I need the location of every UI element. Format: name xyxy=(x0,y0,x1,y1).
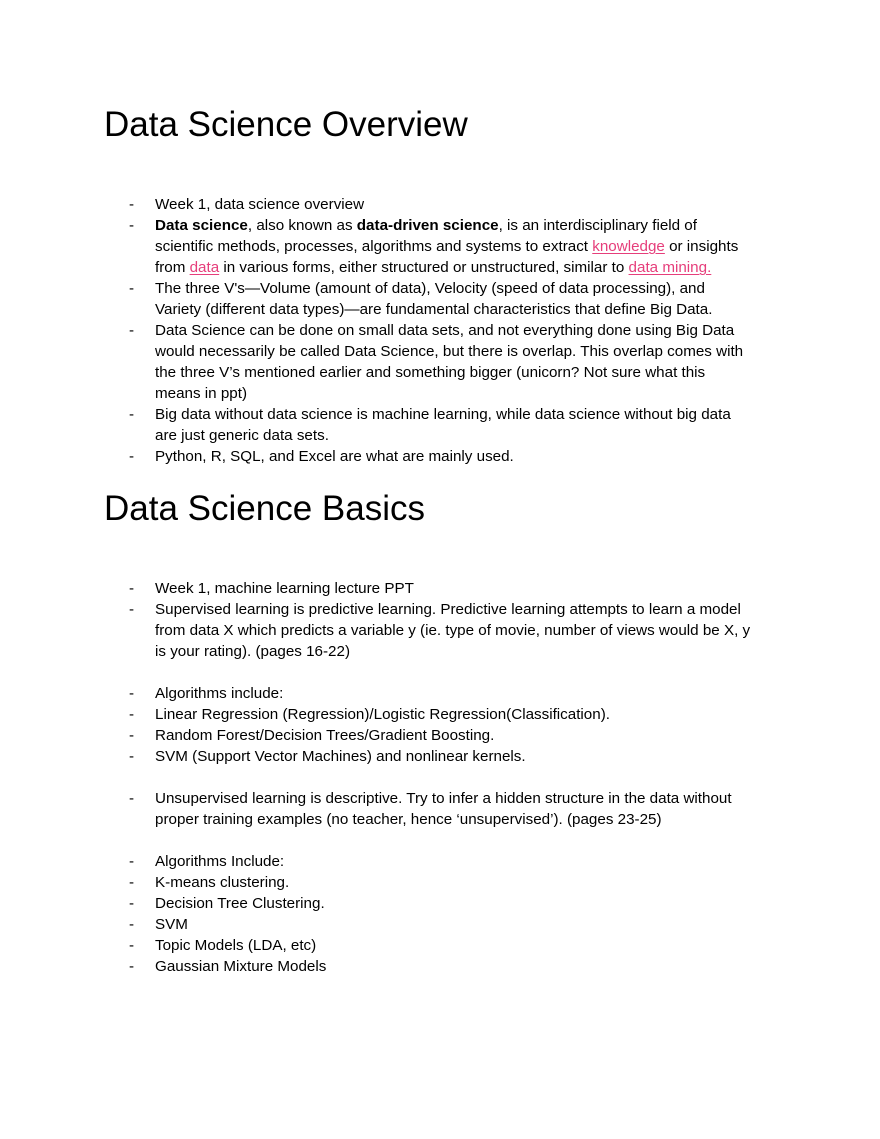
item-line: is your rating). (pages 16-22) xyxy=(155,643,350,660)
dash-bullet: - xyxy=(129,217,135,234)
list-item xyxy=(0,578,880,599)
text-run: or insights xyxy=(664,238,739,255)
item-text: Topic Models (LDA, etc) xyxy=(155,937,317,954)
blank-line xyxy=(0,767,880,788)
list-item xyxy=(0,893,880,914)
item-text: Week 1, data science overview xyxy=(155,196,365,213)
dash-bullet: - xyxy=(129,895,135,912)
heading-data-science-overview: Data Science Overview xyxy=(104,105,468,144)
dash-bullet: - xyxy=(129,685,135,702)
item-text: SVM xyxy=(155,916,188,933)
item-text: Random Forest/Decision Trees/Gradient Boosting. xyxy=(155,727,495,744)
item-line: Supervised learning is predictive learning. Predictive learning attempts to learn a model xyxy=(155,601,741,618)
link-data[interactable]: data xyxy=(189,259,220,276)
item-line: from data X which predicts a variable y (ie. type of movie, number of views would be X, y xyxy=(155,622,751,639)
item-line xyxy=(155,215,780,236)
dash-bullet: - xyxy=(129,706,135,723)
list-item xyxy=(0,320,880,404)
dash-bullet: - xyxy=(129,196,135,213)
text-run: in various forms, either structured or unstructured, similar to xyxy=(219,259,629,276)
dash-bullet: - xyxy=(129,916,135,933)
item-line: Big data without data science is machine learning, while data science without big data xyxy=(155,406,731,423)
list-item xyxy=(0,725,880,746)
item-line: the three V’s mentioned earlier and something bigger (unicorn? Not sure what this xyxy=(155,364,706,381)
item-text: Algorithms include: xyxy=(155,685,284,702)
item-line: would necessarily be called Data Science, but there is overlap. This overlap comes with xyxy=(155,343,744,360)
list-item xyxy=(0,278,880,320)
list-item xyxy=(0,215,880,278)
list-item xyxy=(0,446,880,467)
dash-bullet: - xyxy=(129,322,135,339)
item-text: Linear Regression (Regression)/Logistic Regression(Classification). xyxy=(155,706,610,723)
basics-list xyxy=(0,578,880,977)
item-line: Unsupervised learning is descriptive. Try to infer a hidden structure in the data without xyxy=(155,790,732,807)
list-item xyxy=(0,683,880,704)
text-run: scientific methods, processes, algorithms and systems to extract xyxy=(155,238,593,255)
bold-term-data-driven-science: data-driven science xyxy=(356,217,499,234)
list-item xyxy=(0,872,880,893)
blank-line xyxy=(0,830,880,851)
item-line xyxy=(155,236,780,257)
item-text: Decision Tree Clustering. xyxy=(155,895,325,912)
item-line: means in ppt) xyxy=(155,385,248,402)
text-run: , is an interdisciplinary field of xyxy=(498,217,697,234)
list-item xyxy=(0,746,880,767)
dash-bullet: - xyxy=(129,406,135,423)
dash-bullet: - xyxy=(129,448,135,465)
blank-line xyxy=(0,662,880,683)
item-text: Python, R, SQL, and Excel are what are mainly used. xyxy=(155,448,514,465)
dash-bullet: - xyxy=(129,601,135,618)
list-item xyxy=(0,851,880,872)
dash-bullet: - xyxy=(129,280,135,297)
text-run: from xyxy=(155,259,190,276)
dash-bullet: - xyxy=(129,874,135,891)
list-item xyxy=(0,788,880,830)
dash-bullet: - xyxy=(129,958,135,975)
overview-list xyxy=(0,194,880,467)
item-text: K-means clustering. xyxy=(155,874,290,891)
item-line: The three V's—Volume (amount of data), Velocity (speed of data processing), and xyxy=(155,280,705,297)
list-item xyxy=(0,914,880,935)
dash-bullet: - xyxy=(129,580,135,597)
dash-bullet: - xyxy=(129,937,135,954)
list-item xyxy=(0,704,880,725)
item-text: Gaussian Mixture Models xyxy=(155,958,327,975)
list-item xyxy=(0,194,880,215)
dash-bullet: - xyxy=(129,727,135,744)
item-line: are just generic data sets. xyxy=(155,427,329,444)
list-item xyxy=(0,935,880,956)
list-item xyxy=(0,404,880,446)
link-knowledge[interactable]: knowledge xyxy=(592,238,665,255)
item-line: proper training examples (no teacher, hence ‘unsupervised’). (pages 23-25) xyxy=(155,811,662,828)
bold-term-data-science: Data science xyxy=(155,217,248,234)
link-data-mining[interactable]: data mining. xyxy=(628,259,712,276)
dash-bullet: - xyxy=(129,748,135,765)
item-line xyxy=(155,257,780,278)
list-item xyxy=(0,599,880,662)
heading-data-science-basics: Data Science Basics xyxy=(104,489,425,528)
list-item xyxy=(0,956,880,977)
item-line: Variety (different data types)—are fundamental characteristics that define Big Data. xyxy=(155,301,713,318)
text-run: , also known as xyxy=(247,217,357,234)
dash-bullet: - xyxy=(129,853,135,870)
dash-bullet: - xyxy=(129,790,135,807)
item-text: Week 1, machine learning lecture PPT xyxy=(155,580,414,597)
item-text: SVM (Support Vector Machines) and nonlinear kernels. xyxy=(155,748,526,765)
item-text: Algorithms Include: xyxy=(155,853,285,870)
item-line: Data Science can be done on small data sets, and not everything done using Big Data xyxy=(155,322,735,339)
